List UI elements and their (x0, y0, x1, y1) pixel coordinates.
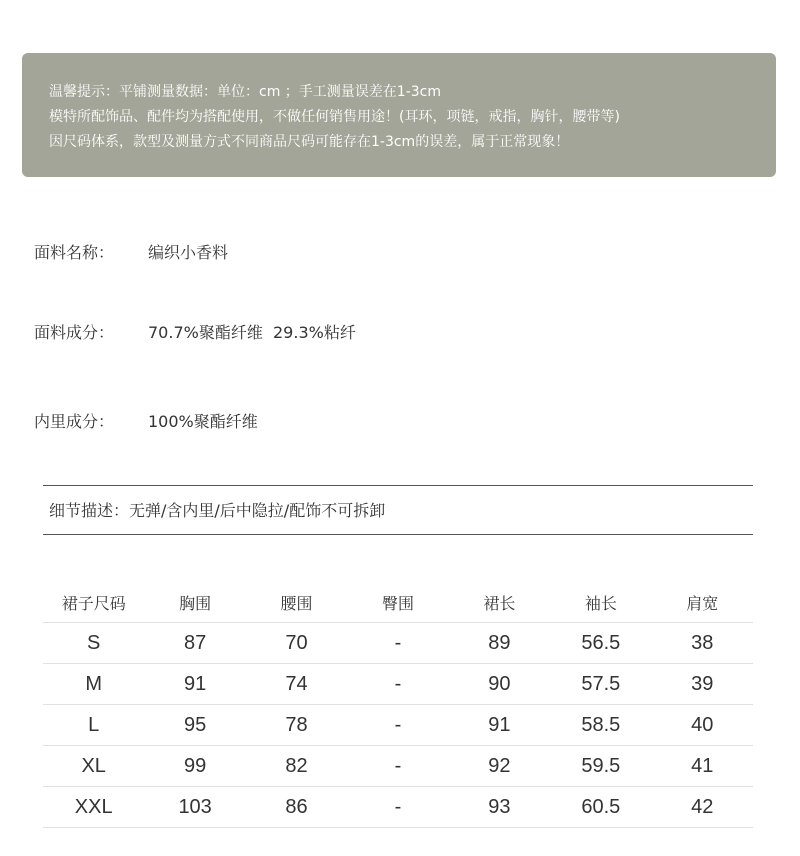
cell-length: 92 (449, 746, 550, 787)
fabric-name-label: 面料名称： (34, 243, 115, 262)
cell-hip: - (347, 705, 448, 746)
cell-size: XXL (43, 787, 144, 828)
cell-waist: 74 (246, 664, 347, 705)
cell-bust: 103 (144, 787, 245, 828)
cell-bust: 99 (144, 746, 245, 787)
cell-waist: 78 (246, 705, 347, 746)
detail-row (49, 498, 385, 521)
size-table (43, 582, 753, 828)
detail-value: 无弹/含内里/后中隐拉/配饰不可拆卸 (129, 501, 386, 520)
table-row (43, 705, 753, 746)
detail-label: 细节描述： (49, 501, 130, 520)
fabric-composition-label: 面料成分： (34, 323, 115, 342)
cell-hip: - (347, 664, 448, 705)
cell-shoulder: 40 (652, 705, 753, 746)
cell-size: L (43, 705, 144, 746)
fabric-name-value: 编织小香料 (148, 243, 229, 262)
cell-sleeve: 60.5 (550, 787, 651, 828)
cell-sleeve: 58.5 (550, 705, 651, 746)
cell-sleeve: 57.5 (550, 664, 651, 705)
header-waist: 腰围 (246, 582, 347, 623)
lining-composition-label: 内里成分： (34, 412, 115, 431)
cell-length: 90 (449, 664, 550, 705)
lining-composition-row (34, 409, 258, 432)
cell-size: XL (43, 746, 144, 787)
cell-sleeve: 59.5 (550, 746, 651, 787)
cell-length: 91 (449, 705, 550, 746)
table-row (43, 787, 753, 828)
cell-shoulder: 38 (652, 623, 753, 664)
cell-shoulder: 39 (652, 664, 753, 705)
divider (43, 534, 753, 535)
header-size: 裙子尺码 (43, 582, 144, 623)
cell-waist: 70 (246, 623, 347, 664)
header-sleeve: 袖长 (550, 582, 651, 623)
fabric-composition-row (34, 320, 356, 343)
notice-line: 因尺码体系，款型及测量方式不同商品尺码可能存在1-3cm的误差，属于正常现象！ (49, 134, 570, 150)
fabric-composition-value: 70.7%聚酯纤维 29.3%粘纤 (148, 323, 356, 342)
lining-composition-value: 100%聚酯纤维 (148, 412, 258, 431)
cell-size: M (43, 664, 144, 705)
cell-shoulder: 41 (652, 746, 753, 787)
cell-waist: 86 (246, 787, 347, 828)
fabric-name-row (34, 240, 228, 263)
cell-bust: 87 (144, 623, 245, 664)
cell-hip: - (347, 746, 448, 787)
header-length: 裙长 (449, 582, 550, 623)
cell-sleeve: 56.5 (550, 623, 651, 664)
cell-bust: 91 (144, 664, 245, 705)
cell-hip: - (347, 623, 448, 664)
table-row (43, 664, 753, 705)
cell-length: 93 (449, 787, 550, 828)
notice-box (22, 53, 776, 177)
cell-shoulder: 42 (652, 787, 753, 828)
table-row (43, 746, 753, 787)
header-bust: 胸围 (144, 582, 245, 623)
table-row (43, 623, 753, 664)
header-hip: 臀围 (347, 582, 448, 623)
cell-waist: 82 (246, 746, 347, 787)
divider (43, 485, 753, 486)
cell-bust: 95 (144, 705, 245, 746)
cell-length: 89 (449, 623, 550, 664)
size-table-header (43, 582, 753, 623)
cell-size: S (43, 623, 144, 664)
header-shoulder: 肩宽 (652, 582, 753, 623)
notice-line: 模特所配饰品、配件均为搭配使用，不做任何销售用途！(耳环，项链，戒指，胸针，腰带等) (49, 109, 620, 125)
notice-line: 温馨提示：平铺测量数据：单位：cm ；手工测量误差在1-3cm (49, 84, 441, 100)
cell-hip: - (347, 787, 448, 828)
